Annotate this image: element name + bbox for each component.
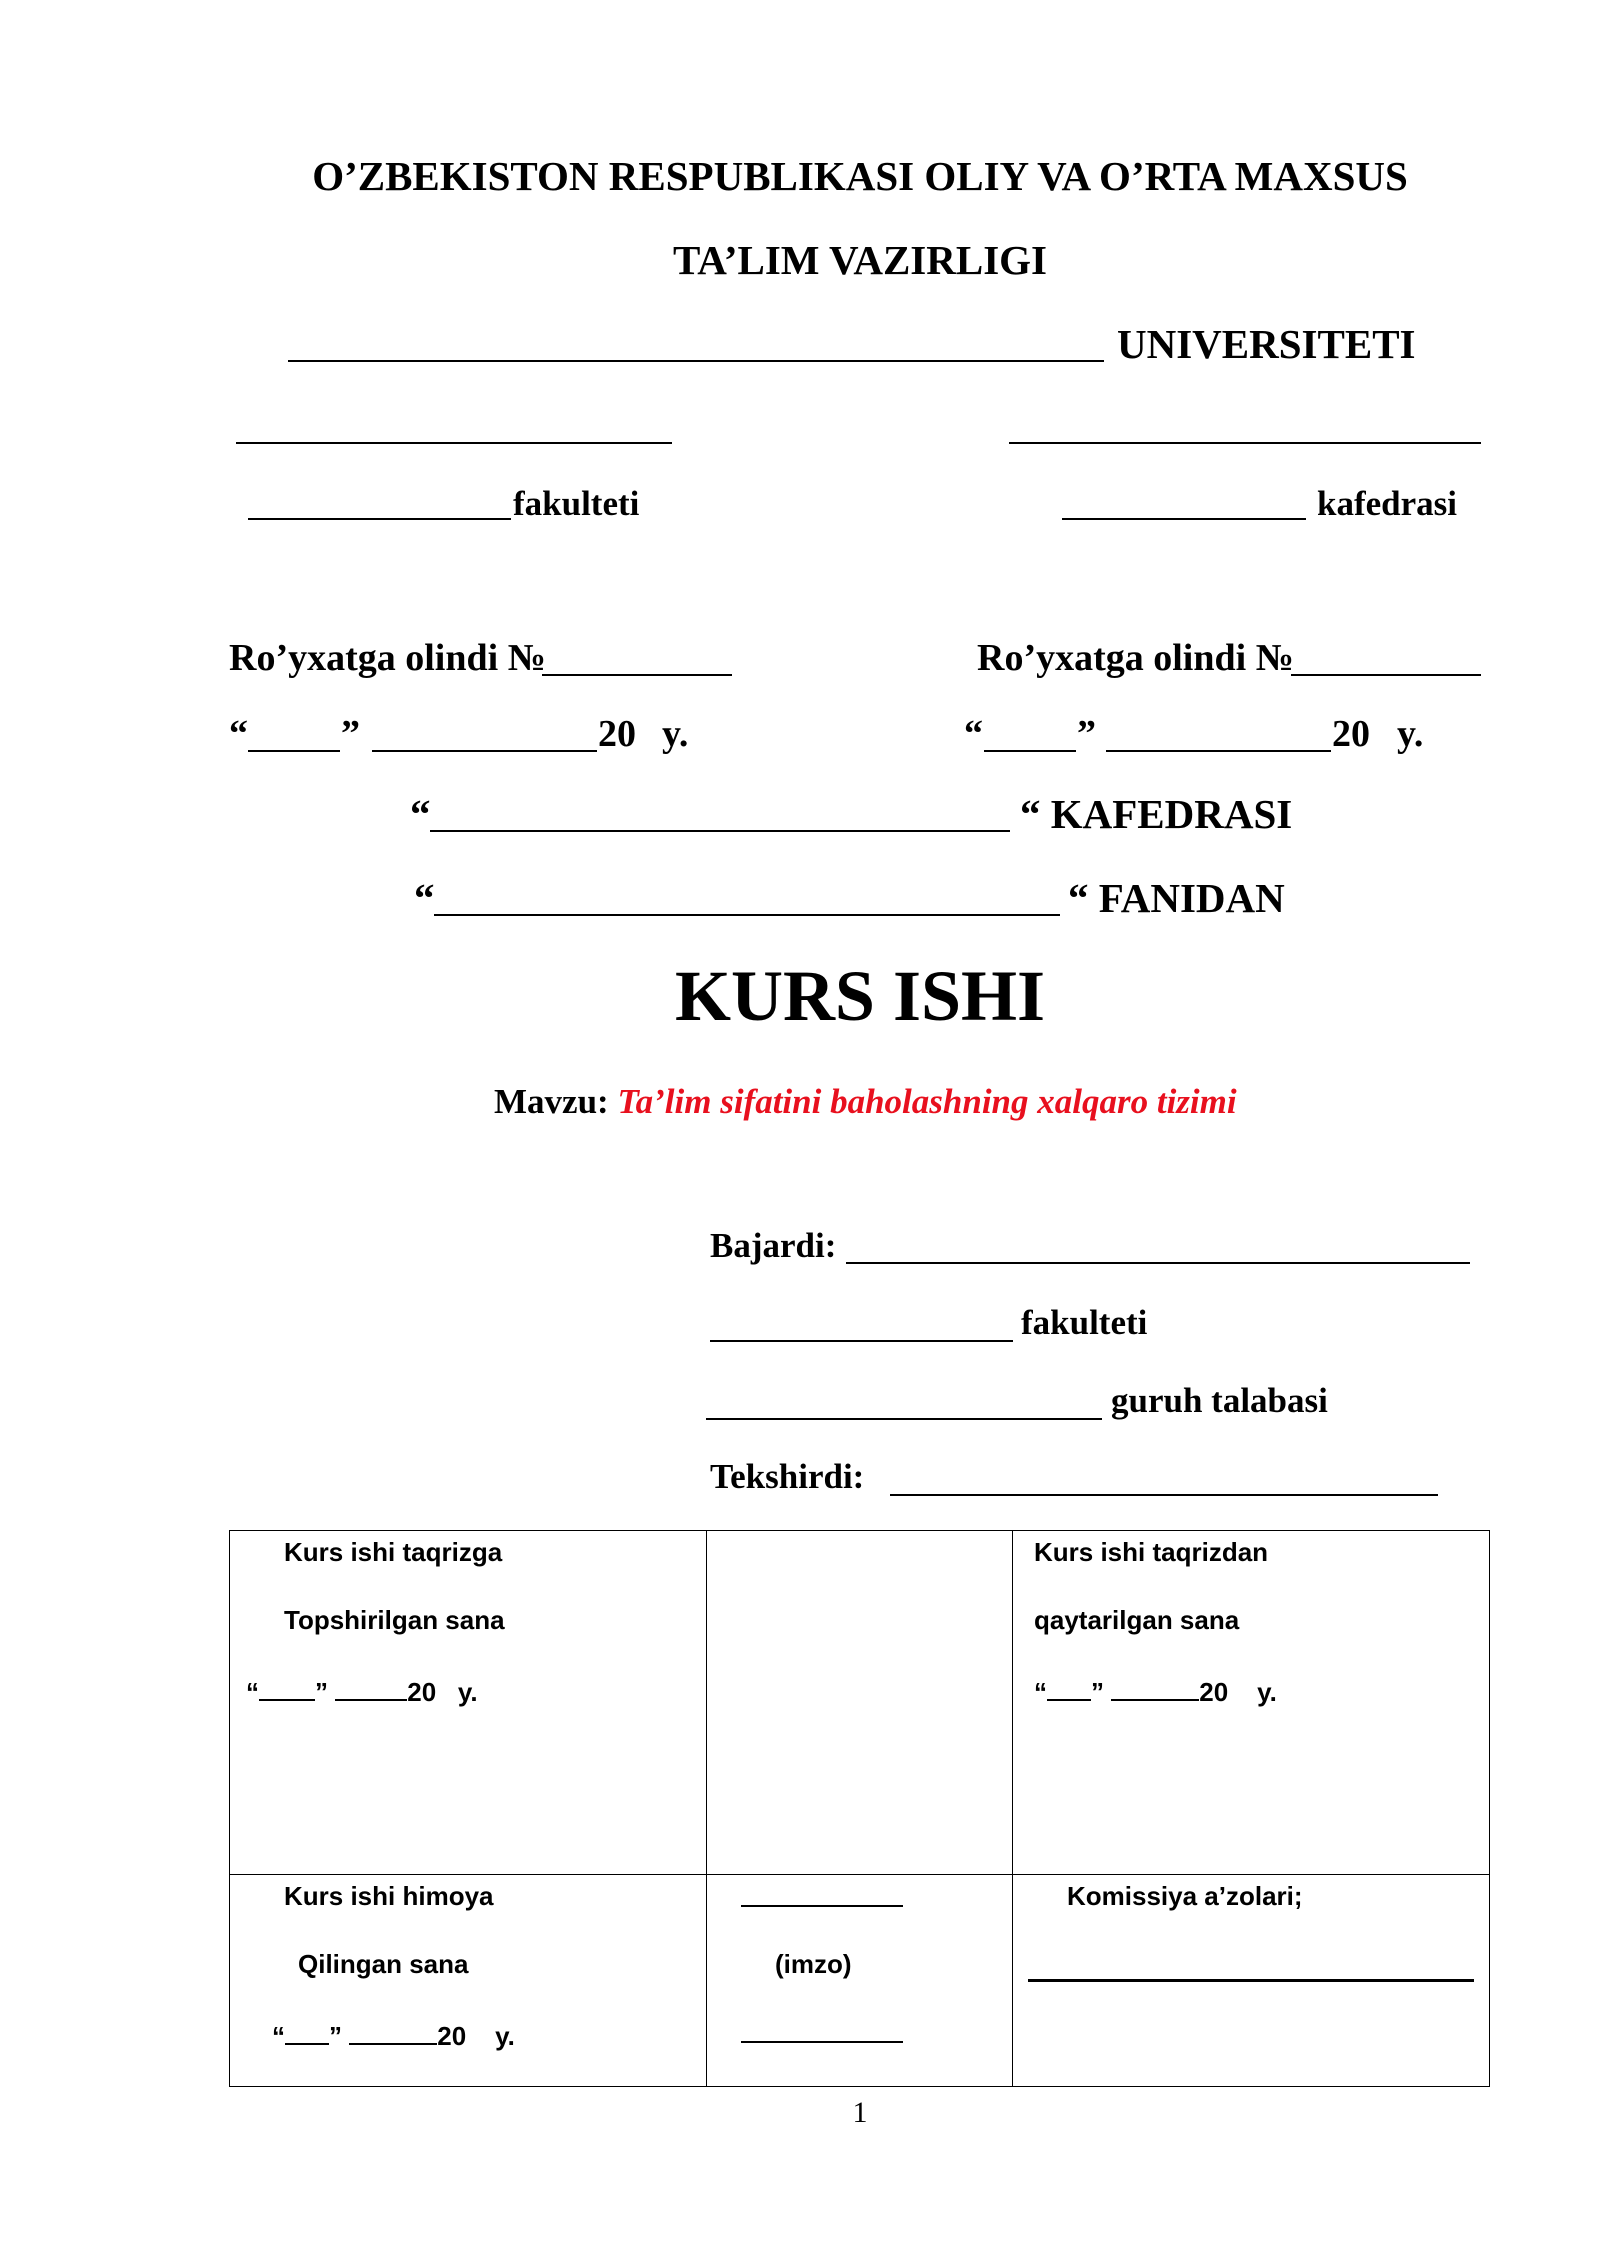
review-middle-cell <box>707 1531 1013 1875</box>
department-open-quote: “ <box>410 791 431 837</box>
date-right-year: 20 <box>1332 713 1370 755</box>
date-left-year: 20 <box>598 713 636 755</box>
review-returned-line1: Kurs ishi taqrizdan <box>1034 1537 1269 1567</box>
performer-faculty-label: fakulteti <box>1021 1303 1148 1342</box>
defense-date-line2: Qilingan sana <box>298 1949 469 1979</box>
review-returned-year-suffix: y. <box>1257 1677 1277 1707</box>
signature-blank-bottom <box>741 2041 903 2043</box>
performer-label: Bajardi: <box>710 1226 837 1265</box>
performer-faculty-blank <box>710 1340 1013 1342</box>
review-submitted-cell <box>230 1531 707 1875</box>
performer-group-label: guruh talabasi <box>1111 1381 1328 1420</box>
department-title-suffix: “ KAFEDRASI <box>1020 791 1293 837</box>
date-right-year-suffix: y. <box>1397 713 1424 755</box>
checker-name-blank <box>890 1494 1438 1496</box>
ministry-line-2: TA’LIM VAZIRLIGI <box>672 237 1048 283</box>
subject-name-blank <box>434 914 1060 916</box>
review-submitted-line2: Topshirilgan sana <box>284 1605 505 1635</box>
university-label: UNIVERSITETI <box>1117 321 1416 367</box>
faculty-name-blank <box>248 518 511 520</box>
defense-date-value <box>272 2017 515 2052</box>
performer-group-blank <box>706 1418 1102 1420</box>
date-left-open-quote: “ <box>229 713 248 755</box>
signature-cell <box>707 1875 1013 2087</box>
review-returned-close-quote: ” <box>1091 1677 1104 1707</box>
defense-date-cell <box>230 1875 707 2087</box>
commission-members-blank <box>1028 1979 1474 1982</box>
registration-right-number-blank <box>1291 674 1481 676</box>
review-returned-month-blank <box>1111 1673 1199 1701</box>
defense-day-blank <box>285 2017 329 2045</box>
subject-open-quote: “ <box>414 875 435 921</box>
review-submitted-year-suffix: y. <box>457 1677 478 1707</box>
checker-label: Tekshirdi: <box>710 1457 865 1496</box>
defense-open-quote: “ <box>272 2021 285 2051</box>
date-right-open-quote: “ <box>964 713 983 755</box>
review-submitted-year: 20 <box>407 1677 437 1707</box>
review-returned-day-blank <box>1047 1673 1091 1701</box>
date-right-month-blank <box>1106 750 1331 752</box>
review-returned-date <box>1034 1673 1277 1708</box>
review-returned-cell <box>1013 1531 1490 1875</box>
review-returned-year: 20 <box>1199 1677 1229 1707</box>
department-label: kafedrasi <box>1317 484 1457 523</box>
date-right-day-blank <box>984 750 1076 752</box>
faculty-name-blank-top <box>236 442 672 444</box>
date-right-close-quote: ” <box>1077 713 1096 755</box>
registration-left-label: Ro’yxatga olindi № <box>229 637 546 679</box>
university-name-blank <box>288 360 1104 362</box>
date-left-close-quote: ” <box>341 713 360 755</box>
review-submitted-close-quote: ” <box>315 1677 328 1707</box>
signature-label: (imzo) <box>775 1949 852 1979</box>
ministry-line-1: O’ZBEKISTON RESPUBLIKASI OLIY VA O’RTA MAXSUS <box>312 153 1408 199</box>
document-title: KURS ISHI <box>674 956 1046 1036</box>
subject-title-suffix: “ FANIDAN <box>1068 875 1285 921</box>
date-left-day-blank <box>248 750 340 752</box>
review-submitted-date <box>246 1673 478 1708</box>
review-returned-line2: qaytarilgan sana <box>1034 1605 1240 1635</box>
registration-left-number-blank <box>542 674 732 676</box>
department-name-blank <box>1062 518 1306 520</box>
faculty-label: fakulteti <box>513 484 640 523</box>
review-submitted-open-quote: “ <box>246 1677 259 1707</box>
defense-year: 20 <box>437 2021 467 2051</box>
page-number: 1 <box>852 2096 868 2129</box>
review-table <box>229 1530 1490 2087</box>
date-left-year-suffix: y. <box>662 713 689 755</box>
signature-blank-top <box>741 1905 903 1907</box>
registration-right-label: Ro’yxatga olindi № <box>977 637 1294 679</box>
defense-date-line1: Kurs ishi himoya <box>284 1881 494 1911</box>
defense-close-quote: ” <box>329 2021 342 2051</box>
commission-cell <box>1013 1875 1490 2087</box>
department-name-blank-main <box>430 830 1010 832</box>
review-submitted-month-blank <box>335 1673 407 1701</box>
review-returned-open-quote: “ <box>1034 1677 1047 1707</box>
performer-name-blank <box>846 1262 1470 1264</box>
review-submitted-line1: Kurs ishi taqrizga <box>284 1537 503 1567</box>
review-submitted-day-blank <box>259 1673 315 1701</box>
topic-value: Ta’lim sifatini baholashning xalqaro tizimi <box>617 1082 1237 1121</box>
department-name-blank-top <box>1009 442 1481 444</box>
commission-label: Komissiya a’zolari; <box>1067 1881 1303 1911</box>
date-left-month-blank <box>372 750 597 752</box>
topic-label: Mavzu: <box>494 1082 609 1121</box>
defense-year-suffix: y. <box>495 2021 515 2051</box>
defense-month-blank <box>349 2017 437 2045</box>
topic-line <box>494 1082 1237 1122</box>
